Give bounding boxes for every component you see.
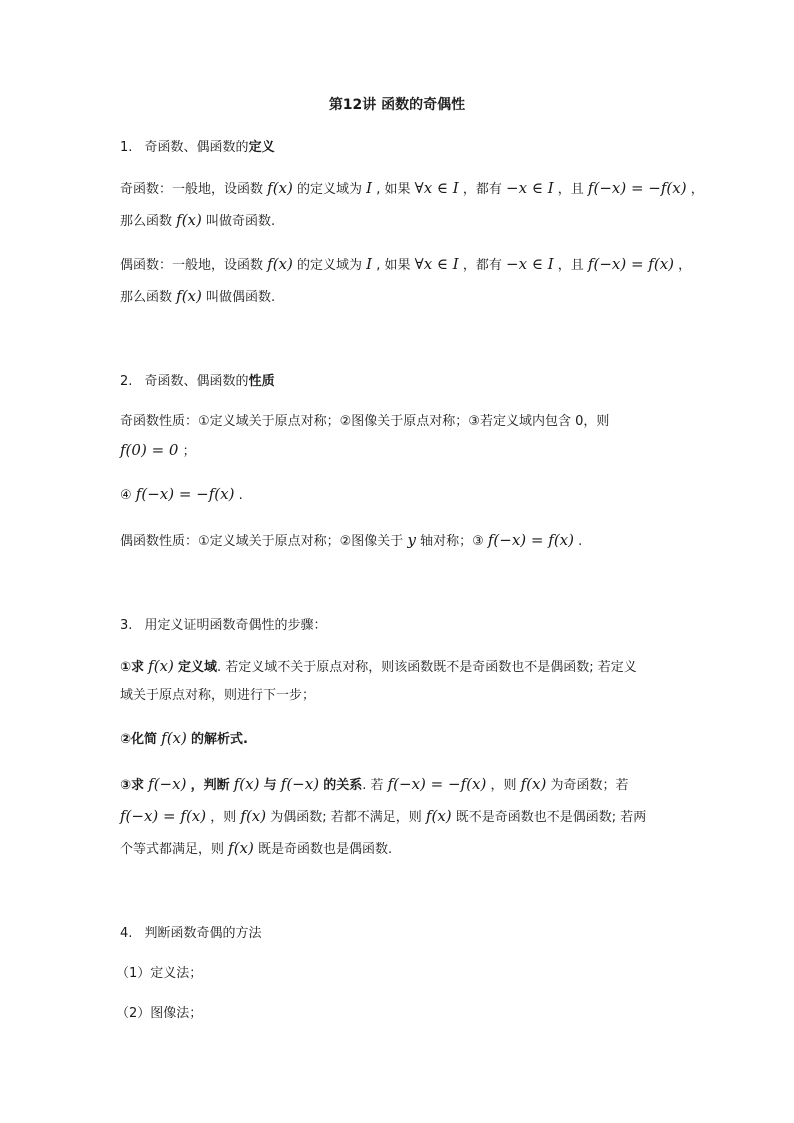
math-even-eq: f(−x) = f(x) xyxy=(120,807,207,825)
section-3-heading xyxy=(120,616,327,636)
text: 奇函数：一般地，设函数 xyxy=(120,182,264,197)
text: 为偶函数; 若都不满足，则 xyxy=(270,810,422,825)
section-number: 1. xyxy=(120,140,133,155)
section-heading-text: 奇函数、偶函数的 xyxy=(144,140,249,155)
even-definition-line-1 xyxy=(120,254,691,276)
math-forall: ∀x ∈ I xyxy=(414,255,459,273)
step-3-line-1 xyxy=(120,774,628,796)
text: 为奇函数；若 xyxy=(550,778,629,793)
text: ②化简 xyxy=(120,732,158,747)
math-odd-eq: f(−x) = −f(x) xyxy=(135,485,235,503)
text: 叫做奇函数. xyxy=(206,214,276,229)
math-fnegx: f(−x) xyxy=(280,775,320,793)
text: 的解析式. xyxy=(191,732,248,747)
math-even-eq: f(−x) = f(x) xyxy=(587,255,675,273)
section-number: 4. xyxy=(120,926,133,941)
math-fnegx: f(−x) xyxy=(148,775,187,793)
even-definition-line-2 xyxy=(120,286,275,308)
math-fx: f(x) xyxy=(267,255,293,273)
text: 的定义域为 xyxy=(297,182,363,197)
math-fx: f(x) xyxy=(425,807,452,825)
math-fx: f(x) xyxy=(233,775,260,793)
text: , 如果 xyxy=(376,258,411,273)
text: . 若 xyxy=(362,778,384,793)
math-fx: f(x) xyxy=(161,729,187,747)
math-fx: f(x) xyxy=(240,807,267,825)
section-number: 3. xyxy=(120,618,133,633)
text: 的定义域为 xyxy=(297,258,363,273)
math-fx: f(x) xyxy=(267,179,293,197)
math-f0: f(0) = 0 xyxy=(120,441,179,459)
odd-property-line-2 xyxy=(120,440,196,462)
text: ； xyxy=(182,444,196,459)
math-fx: f(x) xyxy=(148,657,174,675)
section-heading-text: 用定义证明函数奇偶性的步骤： xyxy=(144,618,327,633)
text: . xyxy=(578,534,583,549)
section-4-heading xyxy=(120,924,262,944)
text: 偶函数：一般地，设函数 xyxy=(120,258,264,273)
text: ，则 xyxy=(210,810,237,825)
section-heading-text: 判断函数奇偶的方法 xyxy=(144,926,262,941)
text: ④ xyxy=(120,488,132,503)
math-odd-eq: f(−x) = −f(x) xyxy=(387,775,487,793)
text: ③求 xyxy=(120,778,145,793)
text: ，且 xyxy=(557,182,584,197)
math-odd-eq: f(−x) = −f(x) xyxy=(587,179,687,197)
step-2-line xyxy=(120,728,248,750)
odd-definition-line-2 xyxy=(120,210,275,232)
text: 轴对称；③ xyxy=(420,534,484,549)
odd-property-line-1 xyxy=(120,412,609,432)
text: , 如果 xyxy=(376,182,411,197)
text: ，都有 xyxy=(462,182,502,197)
math-fx: f(x) xyxy=(520,775,547,793)
step-3-line-2 xyxy=(120,806,646,828)
text: ，都有 xyxy=(462,258,502,273)
math-fx: f(x) xyxy=(176,211,202,229)
text: 那么函数 xyxy=(120,290,173,305)
text: ①求 xyxy=(120,660,145,675)
math-y: y xyxy=(407,531,416,549)
math-forall: ∀x ∈ I xyxy=(414,179,459,197)
odd-definition-line-1 xyxy=(120,178,704,200)
text: ， xyxy=(678,258,692,273)
step-3-line-3 xyxy=(120,838,392,860)
page-title: 第12讲 函数的奇偶性 xyxy=(328,97,466,113)
text: 偶函数性质：①定义域关于原点对称；②图像关于 xyxy=(120,534,404,549)
even-property-line xyxy=(120,530,582,552)
math-negx-in: −x ∈ I xyxy=(506,179,554,197)
text: ，且 xyxy=(557,258,584,273)
text: 个等式都满足，则 xyxy=(120,842,225,857)
text: 既是奇函数也是偶函数. xyxy=(258,842,393,857)
text: 域关于原点对称，则进行下一步； xyxy=(120,688,316,703)
text: . 若定义域不关于原点对称，则该函数既不是奇函数也不是偶函数; 若定义 xyxy=(217,660,637,675)
math-I: I xyxy=(366,255,373,273)
math-fx: f(x) xyxy=(176,287,202,305)
odd-property-line-3 xyxy=(120,484,243,506)
math-negx-in: −x ∈ I xyxy=(506,255,554,273)
step-1-line-1 xyxy=(120,656,637,678)
text: 那么函数 xyxy=(120,214,173,229)
text: 定义域 xyxy=(178,660,218,675)
section-number: 2. xyxy=(120,374,133,389)
section-1-heading xyxy=(120,138,275,158)
text: 叫做偶函数. xyxy=(206,290,276,305)
text: ，判断 xyxy=(190,778,230,793)
section-2-heading xyxy=(120,372,275,392)
method-item-2: （2）图像法； xyxy=(116,1006,203,1021)
math-even-eq: f(−x) = f(x) xyxy=(487,531,574,549)
step-1-line-2 xyxy=(120,686,315,706)
section-heading-text: 奇函数、偶函数的 xyxy=(144,374,249,389)
text: 既不是奇函数也不是偶函数; 若两 xyxy=(455,810,647,825)
text: . xyxy=(238,488,243,503)
text: 与 xyxy=(263,778,277,793)
text: 奇函数性质：①定义域关于原点对称；②图像关于原点对称；③若定义域内包含 0，则 xyxy=(120,414,610,429)
math-fx: f(x) xyxy=(228,839,254,857)
text: 的关系 xyxy=(323,778,363,793)
text: ， xyxy=(690,182,704,197)
section-heading-bold: 定义 xyxy=(248,140,275,155)
math-I: I xyxy=(366,179,373,197)
section-heading-bold: 性质 xyxy=(248,374,275,389)
text: ，则 xyxy=(490,778,517,793)
method-item-1: （1）定义法； xyxy=(116,966,203,981)
